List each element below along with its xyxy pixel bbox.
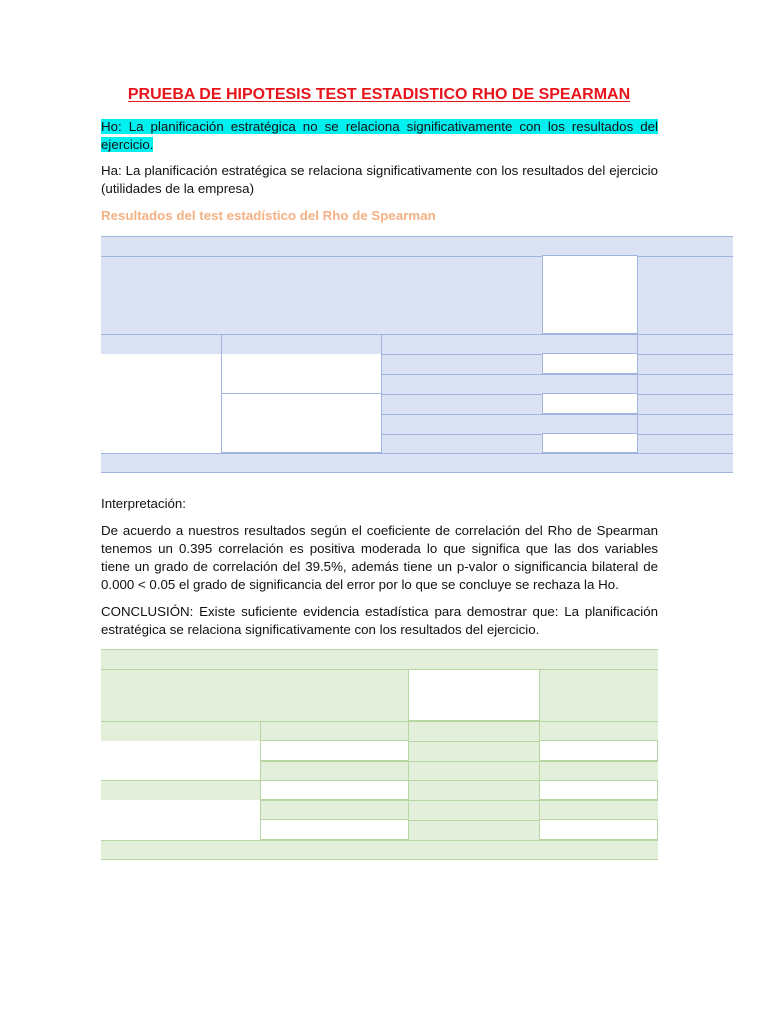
table-row-header-top <box>101 236 733 256</box>
table-border <box>408 669 409 840</box>
table-footer-row <box>101 840 658 860</box>
table-row-header-top <box>101 649 658 669</box>
table-row-header <box>101 256 733 334</box>
table-border <box>539 669 540 840</box>
results-subheading: Resultados del test estadístico del Rho de Spearman <box>101 208 436 223</box>
table-row <box>381 374 733 394</box>
table-cell <box>542 393 638 414</box>
table-cell <box>221 393 382 453</box>
table-cell <box>542 433 638 453</box>
table-cell <box>542 353 638 374</box>
table-cell <box>408 669 540 721</box>
table-border <box>221 334 222 453</box>
conclusion-text: CONCLUSIÓN: Existe suficiente evidencia estadística para demostrar que: La planificación estratégica se relaciona significativamente con los resultados del ejercicio. <box>101 604 658 637</box>
null-hypothesis-text: Ho: La planificación estratégica no se relaciona significativamente con los resultados del ejercicio. <box>101 119 658 152</box>
alternative-hypothesis: Ha: La planificación estratégica se relaciona significativamente con los resultados del ejercicio (utilidades de la empresa) <box>101 163 658 196</box>
correlation-table <box>101 649 658 860</box>
table-row <box>101 721 658 741</box>
table-row <box>101 334 733 354</box>
table-cell <box>260 740 409 761</box>
table-cell <box>539 780 658 800</box>
document-title: PRUEBA DE HIPOTESIS TEST ESTADISTICO RHO DE SPEARMAN <box>127 86 631 103</box>
interpretation-text: De acuerdo a nuestros resultados según el coeficiente de correlación del Rho de Spearman tenemos un 0.395 correlación es positiva moderada lo que significa que las dos variables tiene un grado de correlación del 39.5%, además tiene un p-valor o significancia bilateral de 0.000 < 0.05 el grado de significancia del error por lo que se concluye se rechaza la Ho. <box>101 523 658 592</box>
table-cell <box>542 255 638 334</box>
table-border <box>260 721 261 840</box>
table-cell <box>539 740 658 761</box>
table-border <box>381 334 382 453</box>
table-row <box>260 800 658 820</box>
table-cell <box>260 819 409 840</box>
table-border <box>101 859 658 860</box>
table-border <box>637 255 638 453</box>
null-hypothesis <box>101 118 658 154</box>
table-row <box>381 414 733 434</box>
table-footer-row <box>101 453 733 473</box>
table-row <box>260 761 658 781</box>
table-cell <box>539 819 658 840</box>
table-row-header <box>101 669 658 721</box>
table-border <box>101 472 733 473</box>
spearman-results-table <box>101 236 733 473</box>
table-cell <box>260 780 409 800</box>
interpretation-label: Interpretación: <box>101 496 187 511</box>
